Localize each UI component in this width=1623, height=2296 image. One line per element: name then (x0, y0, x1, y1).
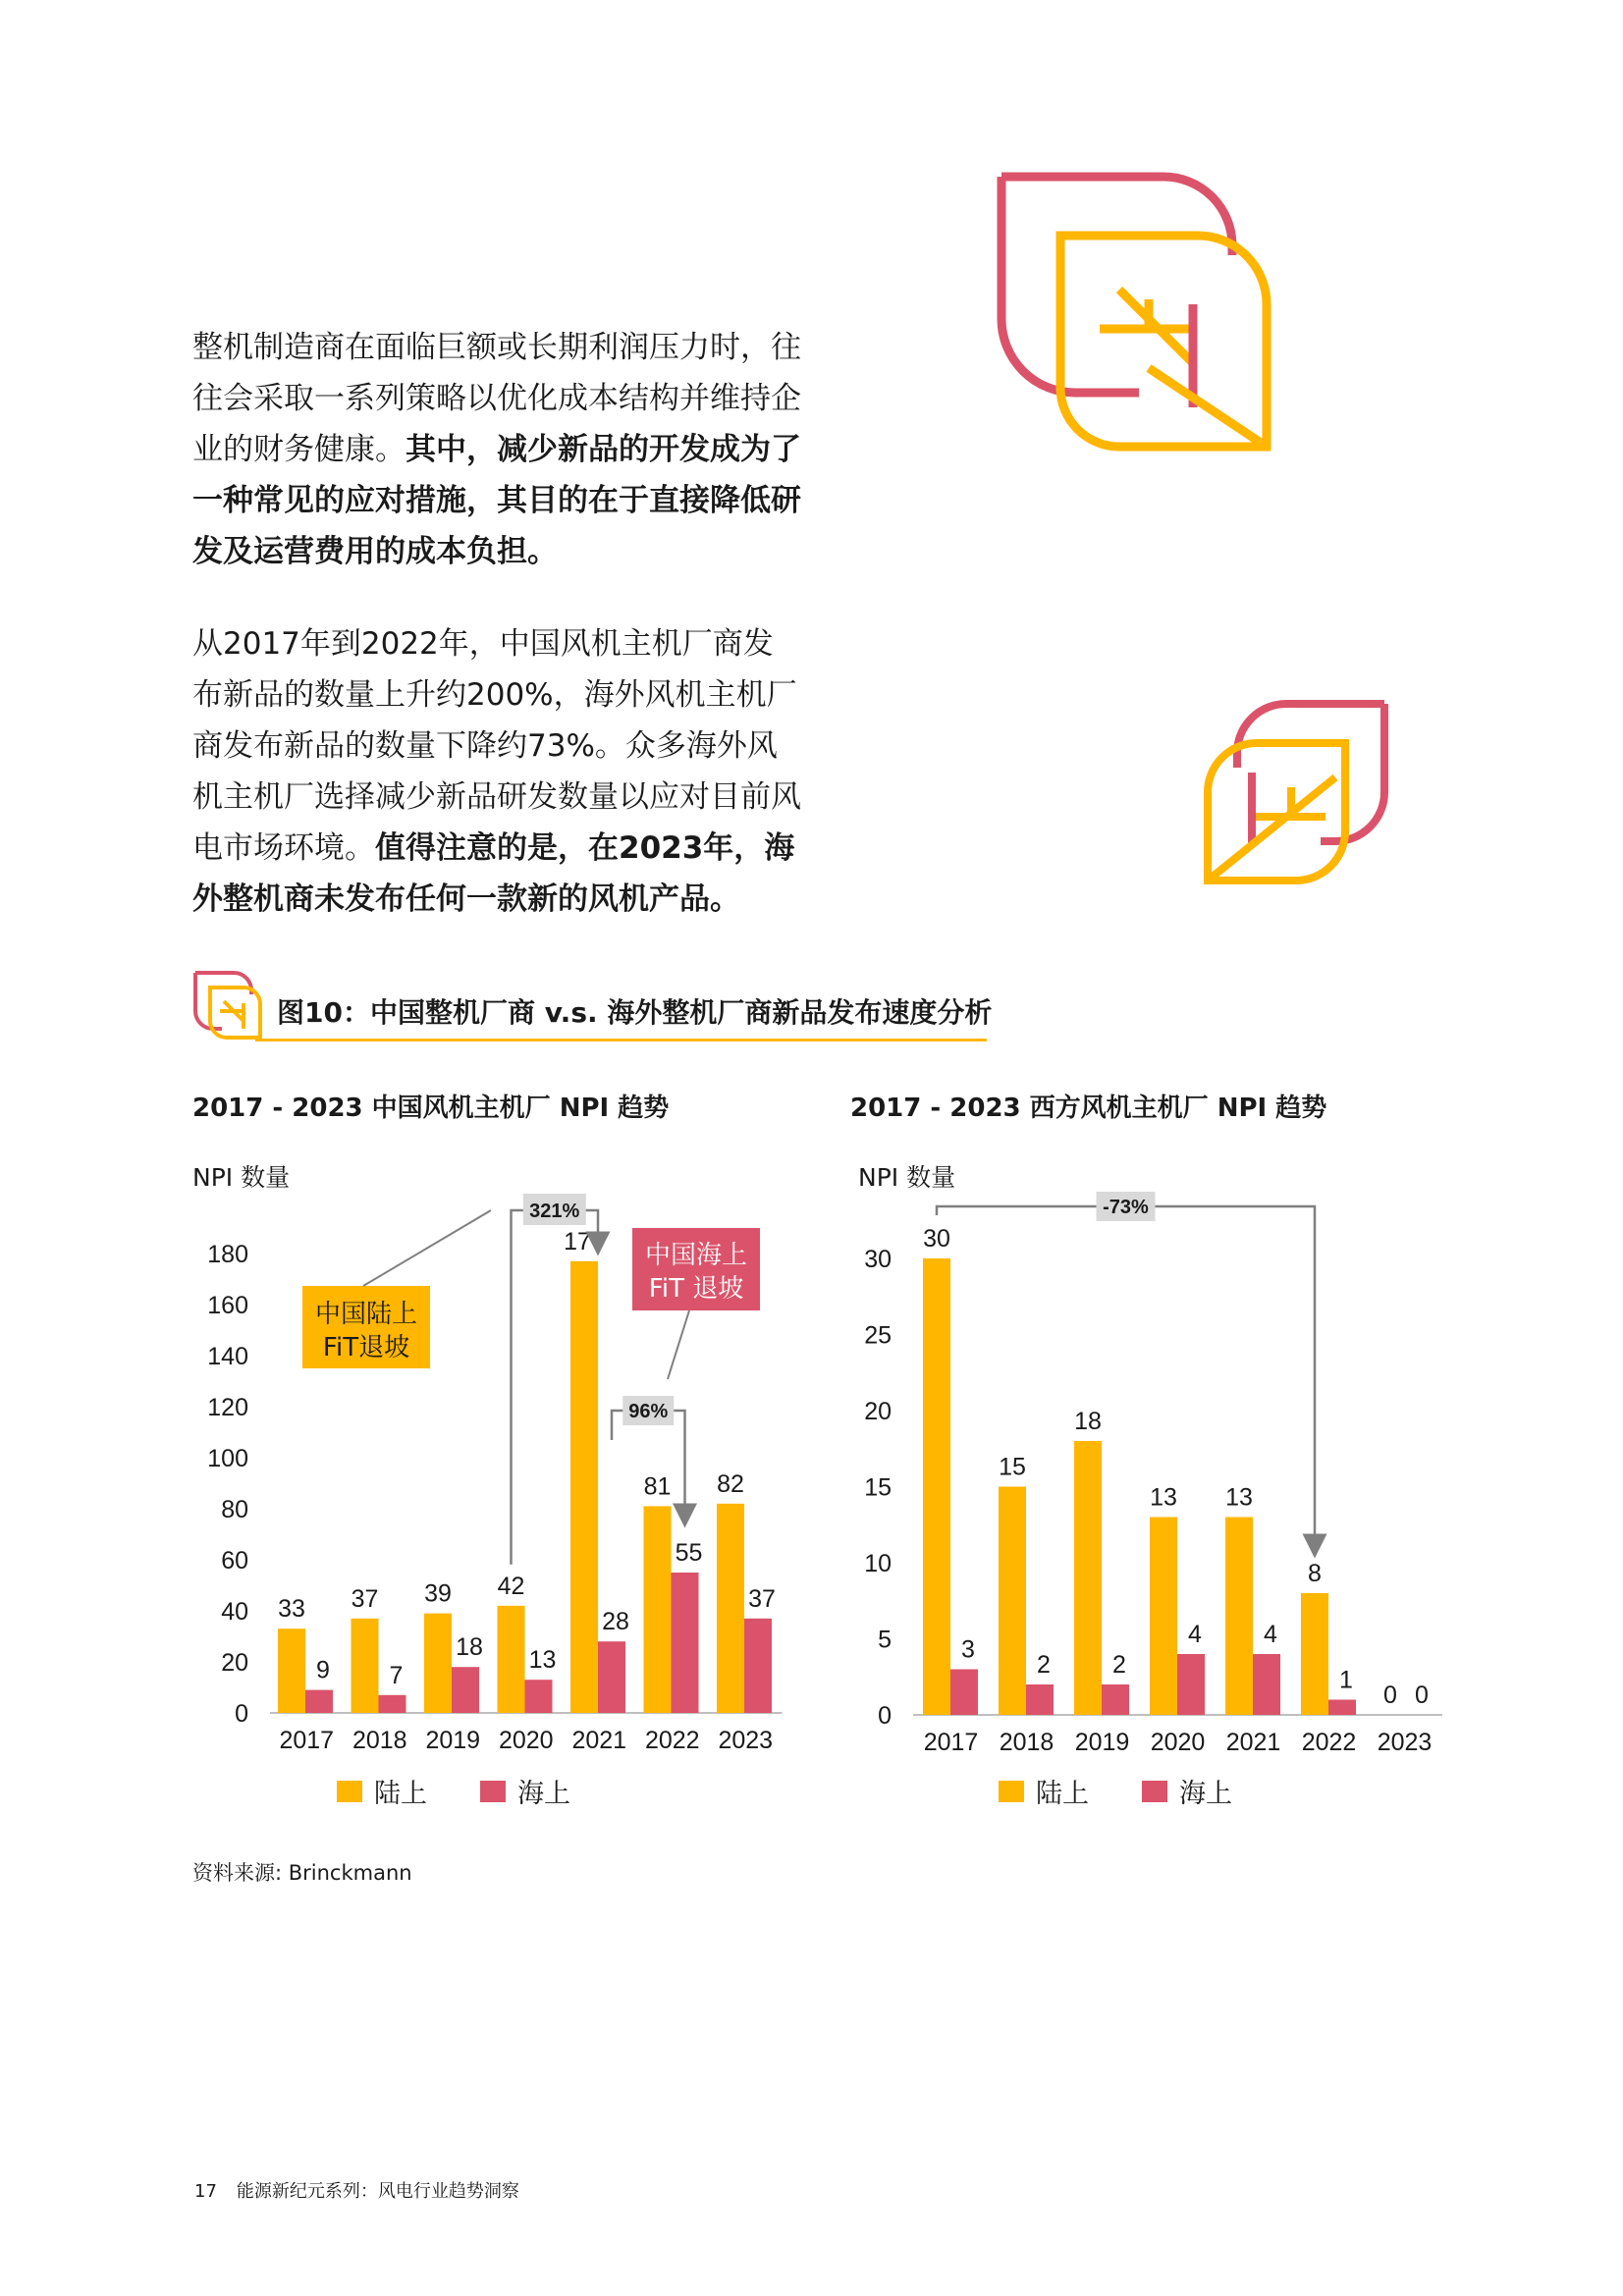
decline-arrow-2017-2022 (937, 1206, 1315, 1546)
data-label-offshore: 18 (456, 1633, 483, 1662)
y-tick-label: 30 (864, 1246, 892, 1273)
y-tick-label: 40 (221, 1598, 248, 1626)
x-tick-label: 2017 (923, 1729, 979, 1756)
x-tick-label: 2018 (352, 1727, 407, 1754)
data-label-offshore: 9 (316, 1656, 330, 1684)
x-tick-label: 2019 (1074, 1729, 1130, 1756)
data-label-offshore: 28 (602, 1608, 629, 1636)
bar-offshore (744, 1619, 772, 1713)
data-label-offshore: 37 (748, 1584, 776, 1613)
source-note: 资料来源: Brinckmann (192, 1861, 412, 1885)
bar-offshore (1026, 1684, 1054, 1715)
data-label-onshore: 177 (564, 1227, 605, 1255)
legend-swatch-onshore (999, 1781, 1024, 1802)
bar-offshore (1328, 1700, 1356, 1716)
bar-offshore (379, 1695, 406, 1713)
y-tick-label: 20 (221, 1649, 248, 1677)
y-tick-label: 160 (207, 1292, 248, 1319)
data-label-offshore: 13 (528, 1646, 557, 1675)
bar-offshore (452, 1667, 479, 1713)
bar-onshore (1150, 1518, 1177, 1716)
data-label-onshore: 30 (923, 1225, 950, 1253)
data-label-onshore: 81 (643, 1472, 672, 1501)
bar-onshore (999, 1487, 1026, 1716)
y-axis-label-china: NPI 数量 (192, 1163, 291, 1192)
data-label-onshore: 39 (424, 1579, 452, 1608)
bar-offshore (598, 1641, 625, 1713)
analysis-paragraph: 从2017年到2022年，中国风机主机厂商发布新品的数量上升约200%，海外风机主机厂商发布新品的数量下降约73%。众多海外风机主机厂选择减少新品研发数量以应对目前风电市场环境。值得注意的是，在2023年，海外整机商未发布任何一款新的风机产品。 (192, 626, 801, 917)
legend-china (337, 1772, 623, 1810)
data-label-offshore: 4 (1188, 1621, 1202, 1648)
data-label-onshore: 42 (497, 1572, 525, 1600)
legend-item-offshore (480, 1772, 570, 1810)
y-axis-label-west: NPI 数量 (858, 1163, 956, 1192)
legend-label-offshore: 海上 (517, 1779, 570, 1809)
x-tick-label: 2019 (425, 1727, 481, 1754)
x-tick-label: 2018 (999, 1729, 1055, 1756)
data-label-onshore: 18 (1074, 1408, 1102, 1435)
data-label-onshore: 0 (1383, 1682, 1397, 1709)
data-label-onshore: 37 (351, 1584, 379, 1613)
page-number: 17 (194, 2181, 217, 2202)
y-tick-label: 180 (207, 1241, 248, 1268)
y-tick-label: 15 (864, 1473, 892, 1502)
leaf-logo-small-icon (1203, 699, 1389, 885)
bar-onshore (1225, 1518, 1253, 1716)
pct-label-321: 321% (529, 1201, 580, 1222)
y-tick-label: 5 (878, 1626, 892, 1654)
callout-offshore-line1: 中国海上 (644, 1241, 748, 1270)
x-tick-label: 2017 (279, 1727, 335, 1754)
bar-onshore (1301, 1593, 1328, 1715)
bar-onshore (352, 1619, 379, 1713)
bar-offshore (1102, 1684, 1129, 1715)
y-tick-label: 120 (207, 1394, 248, 1421)
x-tick-label: 2021 (571, 1727, 627, 1754)
bar-onshore (1074, 1441, 1102, 1715)
y-tick-label: 0 (235, 1700, 248, 1728)
chart-title-china: 2017 - 2023 中国风机主机厂 NPI 趋势 (192, 1094, 670, 1123)
data-label-onshore: 13 (1150, 1483, 1177, 1512)
figure-leaf-icon (192, 970, 263, 1041)
page-footer (194, 2177, 519, 2203)
callout-offshore-line2: FiT 退坡 (648, 1274, 744, 1304)
x-tick-label: 2020 (498, 1727, 554, 1754)
intro-paragraph: 整机制造商在面临巨额或长期利润压力时，往往会采取一系列策略以优化成本结构并维持企业的财务健康。其中，减少新品的开发成为了一种常见的应对措施，其目的在于直接降低研发及运营费用的成本负担。 (192, 330, 801, 569)
bar-onshore (278, 1629, 305, 1713)
y-tick-label: 140 (207, 1343, 248, 1370)
figure-title: 图10：中国整机厂商 v.s. 海外整机厂商新品发布速度分析 (277, 996, 993, 1029)
footer-series-title: 能源新纪元系列：风电行业趋势洞察 (236, 2181, 519, 2202)
data-label-offshore: 1 (1339, 1666, 1353, 1694)
data-label-onshore: 15 (999, 1453, 1026, 1481)
pct-label-96: 96% (628, 1401, 669, 1422)
bar-offshore (525, 1680, 553, 1713)
legend-swatch-offshore (1142, 1781, 1167, 1802)
legend-swatch-onshore (337, 1781, 362, 1802)
chart-west (844, 1183, 1453, 1757)
chart-title-west: 2017 - 2023 西方风机主机厂 NPI 趋势 (850, 1094, 1327, 1123)
chart-china (187, 1183, 815, 1757)
bar-onshore (717, 1504, 744, 1713)
data-label-offshore: 2 (1037, 1651, 1051, 1679)
bar-offshore (672, 1573, 699, 1713)
bar-offshore (1253, 1654, 1280, 1715)
callout-onshore-leader (363, 1210, 491, 1286)
legend-label-onshore: 陆上 (1036, 1779, 1089, 1809)
data-label-onshore: 13 (1225, 1483, 1253, 1512)
legend-item-onshore (337, 1772, 427, 1810)
bar-onshore (923, 1258, 950, 1715)
bar-onshore (644, 1506, 672, 1713)
y-tick-label: 80 (221, 1496, 248, 1523)
y-tick-label: 0 (878, 1702, 892, 1730)
bar-onshore (424, 1614, 452, 1713)
x-tick-label: 2022 (644, 1727, 700, 1754)
leaf-logo-large-icon (992, 167, 1286, 461)
pct-label-neg73: -73% (1103, 1197, 1149, 1218)
y-tick-label: 10 (864, 1550, 892, 1577)
legend-west (999, 1772, 1285, 1810)
legend-label-onshore: 陆上 (374, 1779, 427, 1809)
y-tick-label: 60 (221, 1547, 248, 1575)
bar-offshore (950, 1670, 978, 1716)
callout-onshore-line2: FiT退坡 (322, 1333, 410, 1362)
y-tick-label: 20 (864, 1398, 892, 1425)
callout-offshore-leader (668, 1310, 689, 1379)
legend-label-offshore: 海上 (1179, 1779, 1232, 1809)
data-label-offshore: 0 (1415, 1682, 1429, 1709)
figure-title-rule (255, 1039, 987, 1041)
y-tick-label: 25 (864, 1321, 892, 1350)
data-label-onshore: 8 (1308, 1560, 1322, 1587)
x-tick-label: 2021 (1225, 1729, 1281, 1756)
x-tick-label: 2022 (1301, 1729, 1357, 1756)
x-tick-label: 2023 (1377, 1729, 1433, 1756)
bar-onshore (570, 1261, 598, 1713)
bar-offshore (305, 1690, 333, 1713)
data-label-onshore: 33 (278, 1595, 305, 1624)
bar-onshore (498, 1606, 525, 1713)
callout-onshore-line1: 中国陆上 (314, 1300, 418, 1329)
data-label-offshore: 2 (1112, 1651, 1126, 1679)
data-label-offshore: 3 (961, 1635, 975, 1664)
x-tick-label: 2020 (1150, 1729, 1206, 1756)
legend-item-onshore (999, 1772, 1089, 1810)
data-label-offshore: 4 (1264, 1621, 1277, 1648)
data-label-offshore: 7 (389, 1661, 404, 1689)
data-label-onshore: 82 (717, 1469, 744, 1498)
y-tick-label: 100 (207, 1445, 248, 1472)
legend-swatch-offshore (480, 1781, 506, 1802)
bar-offshore (1177, 1654, 1205, 1715)
legend-item-offshore (1142, 1772, 1232, 1810)
x-tick-label: 2023 (718, 1727, 774, 1754)
data-label-offshore: 55 (675, 1539, 703, 1567)
